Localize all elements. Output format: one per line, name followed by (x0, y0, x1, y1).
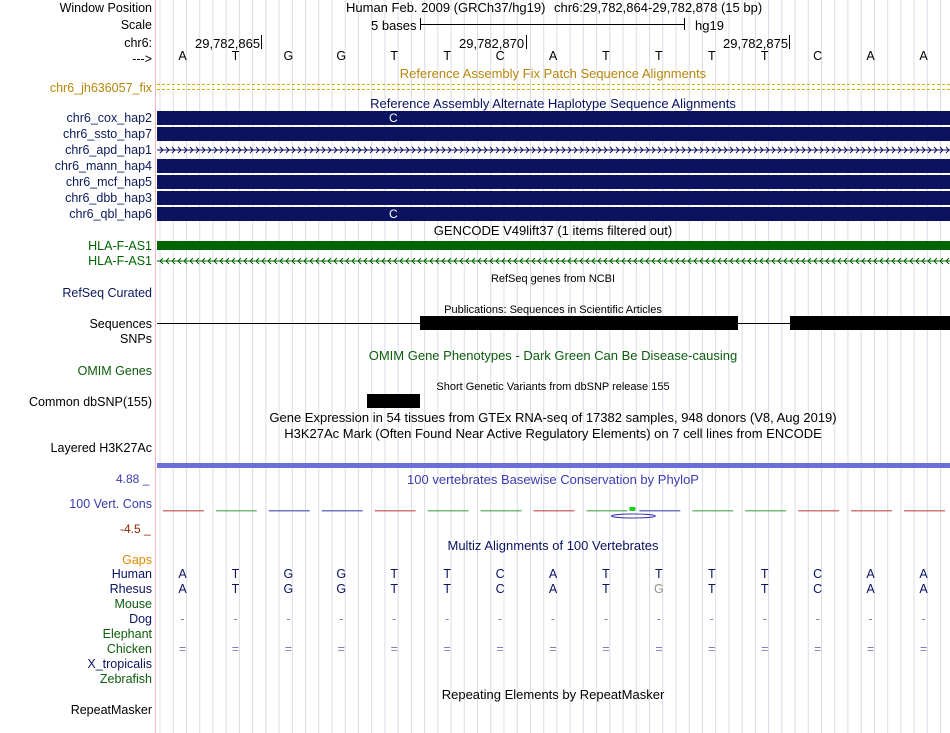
species-alignment-row[interactable] (156, 672, 950, 686)
reference-base: T (760, 49, 769, 63)
alt-hap-label-2[interactable]: chr6_ssto_hap7 (63, 127, 152, 141)
fix-patch-alignment[interactable] (157, 84, 950, 90)
reference-base: T (390, 49, 399, 63)
aligned-base: A (548, 567, 558, 581)
aligned-base: = (390, 642, 398, 656)
snps-label[interactable]: SNPs (120, 332, 152, 346)
aligned-base: - (233, 612, 238, 626)
species-alignment-row[interactable] (156, 642, 950, 656)
phylop-label[interactable]: 100 Vert. Cons (69, 497, 152, 511)
gaps-label[interactable]: Gaps (122, 553, 152, 567)
aligned-base: = (178, 642, 187, 656)
aligned-base: A (178, 582, 187, 596)
aligned-base: C (495, 582, 505, 596)
alt-hap-bar-4[interactable] (157, 159, 950, 173)
reference-base: A (548, 49, 558, 63)
aligned-base: G (283, 567, 294, 581)
species-label[interactable]: Rhesus (109, 582, 152, 596)
phylop-bar (904, 510, 945, 512)
aligned-base: = (708, 642, 716, 656)
phylop-bar (692, 510, 733, 512)
chrom-label: chr6: (124, 36, 152, 50)
publications-title[interactable]: Publications: Sequences in Scientific Articles (444, 304, 662, 316)
phylop-bar (851, 510, 892, 512)
reference-base: T (707, 49, 716, 63)
alt-hap-mismatch-7: C (389, 207, 398, 221)
alt-hap-label-5[interactable]: chr6_mcf_hap5 (65, 175, 152, 189)
publication-block-2[interactable] (790, 316, 950, 330)
reference-base: C (813, 49, 823, 63)
phylop-bar (639, 510, 680, 512)
species-alignment-row[interactable] (156, 627, 950, 641)
phylop-bar (322, 510, 363, 512)
aligned-base: T (602, 567, 610, 581)
species-alignment-row[interactable] (156, 612, 950, 626)
species-label[interactable]: Mouse (114, 597, 152, 611)
aligned-base: T (602, 582, 610, 596)
species-label[interactable]: X_tropicalis (87, 657, 152, 671)
aligned-base: - (709, 612, 714, 626)
phylop-peak (629, 507, 635, 511)
species-alignment-row[interactable] (156, 657, 950, 671)
aligned-base: - (392, 612, 397, 626)
phylop-signal[interactable] (157, 505, 950, 521)
alt-hap-label-3[interactable]: chr6_apd_hap1 (65, 143, 152, 157)
aligned-base: - (921, 612, 926, 626)
phylop-bar (534, 510, 575, 512)
alt-hap-label-4[interactable]: chr6_mann_hap4 (54, 159, 152, 173)
h3k27ac-label[interactable]: Layered H3K27Ac (50, 441, 152, 455)
aligned-base: T (760, 582, 769, 596)
aligned-base: = (496, 642, 504, 656)
aligned-base: - (550, 612, 556, 626)
coord-3-tick (789, 35, 790, 49)
aligned-base: G (283, 582, 294, 596)
assembly-text: Human Feb. 2009 (GRCh37/hg19) (346, 0, 546, 15)
repeat-label[interactable]: RepeatMasker (70, 703, 152, 717)
gtex-title[interactable]: Gene Expression in 54 tissues from GTEx RNA-seq of 17382 samples, 948 donors (V8, Aug 2019) (269, 410, 837, 425)
aligned-base: T (231, 582, 240, 596)
alt-hap-label-7[interactable]: chr6_qbl_hap6 (69, 207, 152, 221)
dbsnp-title[interactable]: Short Genetic Variants from dbSNP release 155 (436, 381, 670, 393)
strand-arrow-line (157, 254, 950, 268)
phylop-bar (375, 510, 416, 512)
alt-hap-bar-6[interactable] (157, 191, 950, 205)
strand-arrow-label[interactable]: ---> (132, 52, 152, 66)
h3k27ac-signal[interactable] (157, 463, 950, 468)
phylop-bar (745, 510, 786, 512)
aligned-base: T (231, 567, 240, 581)
aligned-base: G (653, 582, 664, 596)
aligned-base: A (919, 567, 928, 581)
species-alignment-row[interactable] (156, 582, 950, 596)
scale-bar-left-tick (420, 18, 421, 30)
aligned-base: = (655, 642, 663, 656)
aligned-base: G (336, 567, 347, 581)
aligned-base: G (336, 582, 347, 596)
phylop-bar (798, 510, 839, 512)
multiz-title[interactable]: Multiz Alignments of 100 Vertebrates (447, 538, 659, 553)
reference-base: T (443, 49, 451, 63)
alt-hap-label-1[interactable]: chr6_cox_hap2 (66, 111, 152, 125)
phylop-bar (216, 510, 257, 512)
gencode-title[interactable]: GENCODE V49lift37 (1 items filtered out) (433, 223, 673, 238)
aligned-base: = (549, 642, 557, 656)
aligned-base: - (180, 612, 185, 626)
aligned-base: T (655, 567, 663, 581)
species-alignment-row[interactable] (156, 567, 950, 581)
aligned-base: T (707, 567, 716, 581)
aligned-base: = (602, 642, 610, 656)
reference-base: A (919, 49, 928, 63)
aligned-base: A (178, 567, 187, 581)
phylop-bar (481, 510, 522, 512)
gencode-gene-bar-2[interactable] (157, 254, 950, 268)
coord-2-tick (526, 35, 527, 49)
species-label[interactable]: Chicken (106, 642, 152, 656)
h3k27ac-title[interactable]: H3K27Ac Mark (Often Found Near Active Regulatory Elements) on 7 cell lines from ENCODE (284, 426, 822, 441)
species-label[interactable]: Elephant (102, 627, 152, 641)
aligned-base: T (443, 567, 451, 581)
phylop-min-label: -4.5 _ (120, 522, 151, 536)
phylop-bar (428, 510, 469, 512)
aligned-base: - (286, 612, 291, 626)
reference-base: G (336, 49, 347, 63)
strand-arrow-line (157, 143, 950, 157)
aligned-base: = (231, 642, 240, 656)
gencode-gene-bar-1[interactable] (157, 241, 950, 250)
refseq-title[interactable]: RefSeq genes from NCBI (490, 273, 616, 285)
scale-bar-right-tick (684, 18, 685, 30)
phylop-dip (611, 514, 655, 518)
aligned-base: A (919, 582, 928, 596)
reference-base: T (655, 49, 663, 63)
aligned-base: = (284, 642, 293, 656)
alt-hap-bar-3[interactable] (157, 143, 950, 157)
scale-bar (420, 24, 685, 25)
aligned-base: - (497, 612, 503, 626)
aligned-base: A (866, 582, 875, 596)
reference-base: A (178, 49, 187, 63)
alt-hap-label-6[interactable]: chr6_dbb_hap3 (65, 191, 152, 205)
alt-hap-bar-5[interactable] (157, 175, 950, 189)
gencode-gene-label-2[interactable]: HLA-F-AS1 (88, 254, 152, 268)
fix-patch-title[interactable]: Reference Assembly Fix Patch Sequence Alignments (399, 66, 707, 81)
refseq-label[interactable]: RefSeq Curated (62, 286, 152, 300)
coord-3: 29,782,875 (723, 36, 789, 51)
aligned-base: T (443, 582, 451, 596)
aligned-base: C (495, 567, 505, 581)
aligned-base: T (390, 582, 399, 596)
alt-hap-mismatch-1: C (389, 111, 398, 125)
coord-1-tick (261, 35, 262, 49)
species-label[interactable]: Zebrafish (99, 672, 152, 686)
gencode-gene-label-1[interactable]: HLA-F-AS1 (88, 239, 152, 253)
aligned-base: - (815, 612, 820, 626)
aligned-base: = (814, 642, 822, 656)
aligned-base: = (443, 642, 451, 656)
aligned-base: = (866, 642, 875, 656)
aligned-base: - (656, 612, 661, 626)
aligned-base: T (707, 582, 716, 596)
aligned-base: C (813, 582, 823, 596)
scale-label: Scale (120, 18, 152, 32)
alt-hap-bar-1[interactable] (157, 111, 950, 125)
publication-block-1[interactable] (420, 316, 738, 330)
aligned-base: - (339, 612, 344, 626)
aligned-base: - (762, 612, 767, 626)
alt-hap-title[interactable]: Reference Assembly Alternate Haplotype Sequence Alignments (370, 96, 736, 111)
phylop-bar (269, 510, 310, 512)
sequences-label[interactable]: Sequences (89, 317, 152, 331)
aligned-base: = (761, 642, 769, 656)
aligned-base: A (548, 582, 558, 596)
reference-base: C (495, 49, 505, 63)
omim-title[interactable]: OMIM Gene Phenotypes - Dark Green Can Be Disease-causing (368, 348, 738, 363)
scale-db: hg19 (695, 18, 724, 33)
coord-2: 29,782,870 (459, 36, 525, 51)
fix-patch-label[interactable]: chr6_jh636057_fix (49, 81, 152, 95)
alt-hap-bar-2[interactable] (157, 127, 950, 141)
aligned-base: C (813, 567, 823, 581)
phylop-bar (163, 510, 204, 512)
phylop-title[interactable]: 100 vertebrates Basewise Conservation by PhyloP (407, 472, 699, 487)
position-text: chr6:29,782,864-29,782,878 (15 bp) (554, 0, 763, 15)
aligned-base: - (868, 612, 873, 626)
aligned-base: - (603, 612, 609, 626)
aligned-base: T (760, 567, 769, 581)
species-label[interactable]: Dog (129, 612, 152, 626)
phylop-max-label: 4.88 _ (116, 472, 150, 486)
dbsnp-label[interactable]: Common dbSNP(155) (29, 395, 152, 409)
reference-base: G (283, 49, 294, 63)
omim-label[interactable]: OMIM Genes (77, 364, 152, 378)
aligned-base: = (337, 642, 345, 656)
scale-bases: 5 bases (371, 18, 417, 33)
species-label[interactable]: Human (111, 567, 152, 581)
reference-base: T (602, 49, 610, 63)
reference-bases[interactable] (156, 49, 950, 63)
window-position-label: Window Position (59, 1, 152, 15)
alt-hap-bar-7[interactable] (157, 207, 950, 221)
repeat-title[interactable]: Repeating Elements by RepeatMasker (441, 687, 665, 702)
aligned-base: - (445, 612, 450, 626)
aligned-base: = (919, 642, 928, 656)
species-alignment-row[interactable] (156, 597, 950, 611)
coord-1: 29,782,865 (195, 36, 261, 51)
phylop-bar (586, 510, 627, 512)
aligned-base: A (866, 567, 875, 581)
reference-base: T (231, 49, 240, 63)
aligned-base: T (390, 567, 399, 581)
reference-base: A (866, 49, 875, 63)
dbsnp-variant[interactable] (367, 394, 420, 408)
